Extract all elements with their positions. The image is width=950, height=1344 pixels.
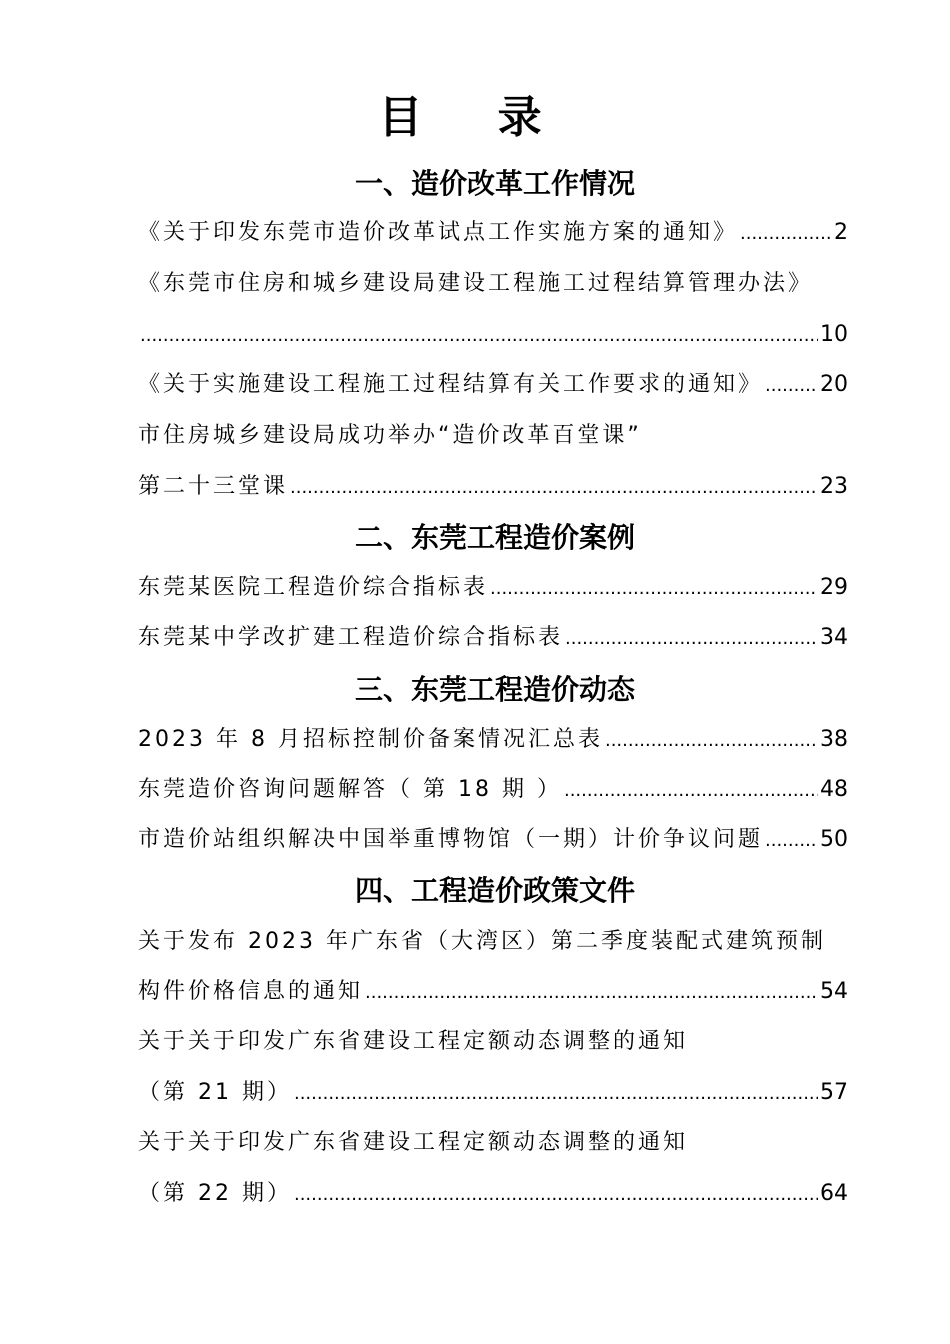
dot-leader bbox=[605, 724, 818, 758]
toc-entry-title: （第 21 期） bbox=[138, 1080, 292, 1105]
toc-entry[interactable] bbox=[138, 975, 848, 1009]
toc-entry-title-line[interactable]: 关于关于印发广东省建设工程定额动态调整的通知 bbox=[138, 1029, 689, 1054]
dot-leader bbox=[740, 217, 832, 251]
toc-entry[interactable] bbox=[138, 470, 848, 504]
toc-entry-title: 东莞某医院工程造价综合指标表 bbox=[138, 575, 489, 600]
toc-entry[interactable] bbox=[138, 571, 848, 605]
section-heading: 四、工程造价政策文件 bbox=[354, 874, 635, 907]
toc-entry-title: 《关于实施建设工程施工过程结算有关工作要求的通知》 bbox=[138, 372, 764, 397]
toc-entry-title: 市造价站组织解决中国举重博物馆（一期）计价争议问题 bbox=[138, 827, 764, 852]
toc-entry[interactable] bbox=[138, 368, 848, 402]
toc-entry[interactable] bbox=[138, 1177, 848, 1211]
toc-entry-title: 《关于印发东莞市造价改革试点工作实施方案的通知》 bbox=[138, 220, 739, 245]
section-heading: 三、东莞工程造价动态 bbox=[354, 673, 635, 706]
toc-entry-page: 50 bbox=[820, 827, 848, 852]
page-title: 目 录 bbox=[378, 92, 572, 143]
toc-entry-page: 20 bbox=[820, 372, 848, 397]
dot-leader bbox=[565, 622, 818, 656]
dot-leader bbox=[490, 572, 818, 606]
toc-entry[interactable] bbox=[138, 723, 848, 757]
dot-leader bbox=[294, 1077, 818, 1111]
dot-leader bbox=[765, 369, 818, 403]
toc-entry-page: 54 bbox=[820, 979, 848, 1004]
toc-entry-page: 64 bbox=[820, 1181, 848, 1206]
dot-leader bbox=[290, 471, 818, 505]
dot-leader bbox=[140, 319, 818, 353]
toc-entry-title-line[interactable]: 《东莞市住房和城乡建设局建设工程施工过程结算管理办法》 bbox=[138, 271, 814, 296]
toc-entry-page: 34 bbox=[820, 625, 848, 650]
toc-entry-title-line[interactable]: 市住房城乡建设局成功举办“造价改革百堂课” bbox=[138, 423, 642, 448]
toc-entry-title: 2023 年 8 月招标控制价备案情况汇总表 bbox=[138, 727, 603, 752]
toc-entry-title-line[interactable]: 关于发布 2023 年广东省（大湾区）第二季度装配式建筑预制 bbox=[138, 929, 826, 954]
toc-entry-page: 29 bbox=[820, 575, 848, 600]
toc-entry-page: 48 bbox=[820, 777, 848, 802]
section-heading: 二、东莞工程造价案例 bbox=[354, 521, 635, 554]
dot-leader bbox=[365, 976, 818, 1010]
toc-entry[interactable] bbox=[138, 621, 848, 655]
toc-entry-page: 23 bbox=[820, 474, 848, 499]
toc-entry[interactable] bbox=[138, 1076, 848, 1110]
toc-entry-title: 第二十三堂课 bbox=[138, 474, 289, 499]
toc-entry[interactable] bbox=[138, 773, 848, 807]
toc-entry-page: 57 bbox=[820, 1080, 848, 1105]
toc-entry-page: 38 bbox=[820, 727, 848, 752]
toc-entry-title: 东莞造价咨询问题解答（ 第 18 期 ） bbox=[138, 777, 562, 802]
toc-entry[interactable] bbox=[138, 823, 848, 857]
toc-entry[interactable] bbox=[138, 318, 848, 352]
toc-entry-page: 2 bbox=[834, 220, 848, 245]
dot-leader bbox=[294, 1178, 818, 1212]
toc-entry-title-line[interactable]: 关于关于印发广东省建设工程定额动态调整的通知 bbox=[138, 1130, 689, 1155]
section-heading: 一、造价改革工作情况 bbox=[354, 167, 635, 200]
dot-leader bbox=[765, 824, 818, 858]
toc-entry-title: 构件价格信息的通知 bbox=[138, 979, 364, 1004]
dot-leader bbox=[564, 774, 818, 808]
toc-entry-title: 东莞某中学改扩建工程造价综合指标表 bbox=[138, 625, 564, 650]
toc-entry-page: 10 bbox=[820, 322, 848, 347]
toc-entry[interactable] bbox=[138, 216, 848, 250]
toc-entry-title: （第 22 期） bbox=[138, 1181, 292, 1206]
